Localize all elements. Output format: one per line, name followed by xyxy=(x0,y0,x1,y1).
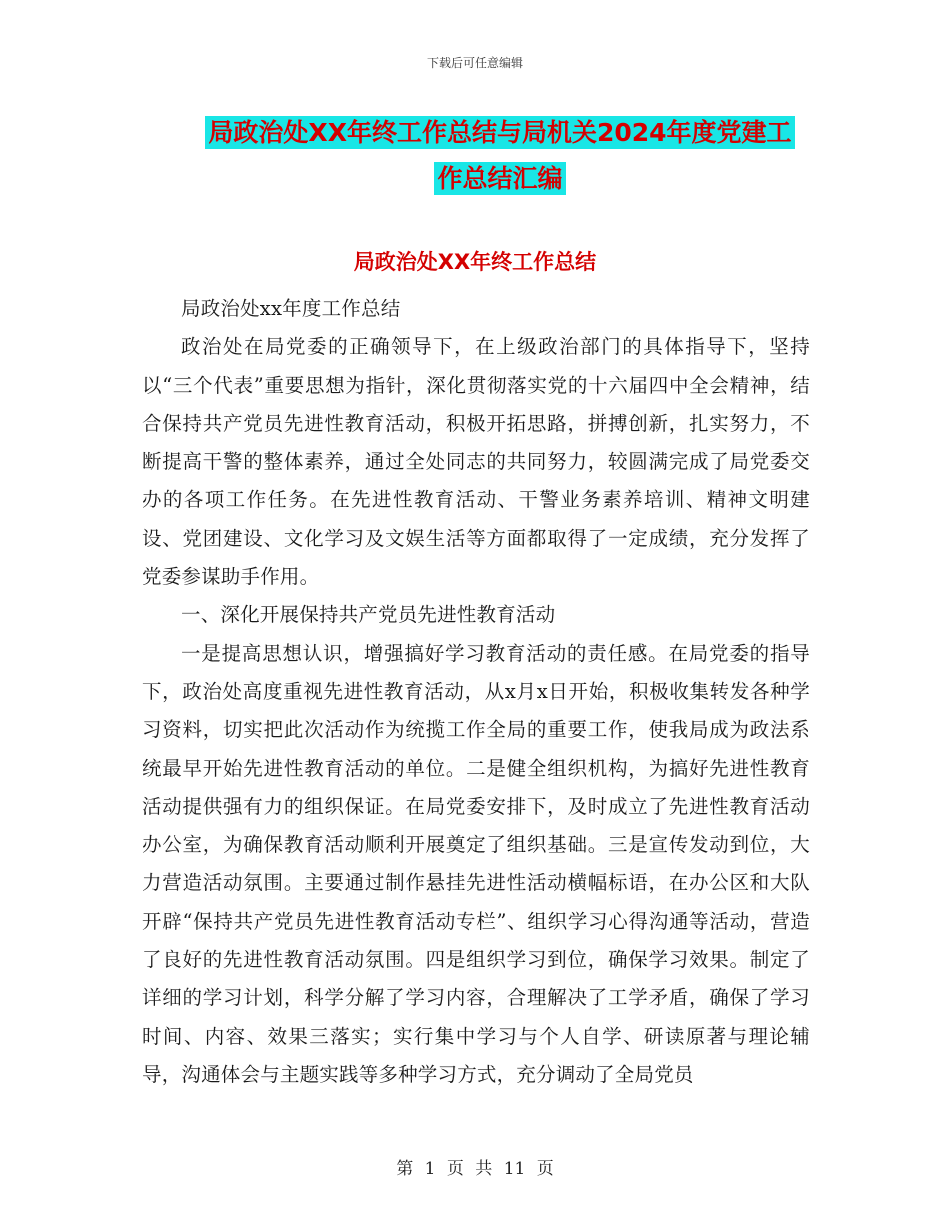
paragraph-subtitle: 局政治处xx年度工作总结 xyxy=(181,297,401,320)
paragraph-intro: 政治处在局党委的正确领导下，在上级政治部门的具体指导下，坚持以“三个代表”重要思想为指针，深化贯彻落实党的十六届四中全会精神，结合保持共产党员先进性教育活动，积极开拓思路，拼搏创新，扎实努力，不断提高干警的整体素养，通过全处同志的共同努力，较圆满完成了局党委交办的各项工作任务。在先进性教育活动、干警业务素养培训、精神文明建设、党团建设、文化学习及文娱生活等方面都取得了一定成绩，充分发挥了党委参谋助手作用。 xyxy=(142,335,810,589)
paragraph-body-1: 一是提高思想认识，增强搞好学习教育活动的责任感。在局党委的指导下，政治处高度重视先进性教育活动，从x月x日开始，积极收集转发各种学习资料，切实把此次活动作为统揽工作全局的重要工作，使我局成为政法系统最早开始先进性教育活动的单位。二是健全组织机构，为搞好先进性教育活动提供强有力的组织保证。在局党委安排下，及时成立了先进性教育活动办公室，为确保教育活动顺利开展奠定了组织基础。三是宣传发动到位，大力营造活动氛围。主要通过制作悬挂先进性活动横幅标语，在办公区和大队开辟“保持共产党员先进性教育活动专栏”、组织学习心得沟通等活动，营造了良好的先进性教育活动氛围。四是组织学习到位，确保学习效果。制定了详细的学习计划，科学分解了学习内容，合理解决了工学矛盾，确保了学习时间、内容、效果三落实；实行集中学习与个人自学、研读原著与理论辅导，沟通体会与主题实践等多种学习方式，充分调动了全局党员 xyxy=(142,641,810,1086)
paragraph-heading-1: 一、深化开展保持共产党员先进性教育活动 xyxy=(181,603,556,627)
body-text xyxy=(142,290,810,1094)
document-title-line-1: 局政治处XX年终工作总结与局机关2024年度党建工 xyxy=(205,116,794,149)
document-title xyxy=(190,110,810,202)
section-title: 局政治处XX年终工作总结 xyxy=(353,250,597,274)
page-footer: 第 1 页 共 11 页 xyxy=(396,1159,554,1179)
document-title-line-2: 作总结汇编 xyxy=(434,162,565,195)
header-note: 下载后可任意编辑 xyxy=(426,56,523,70)
